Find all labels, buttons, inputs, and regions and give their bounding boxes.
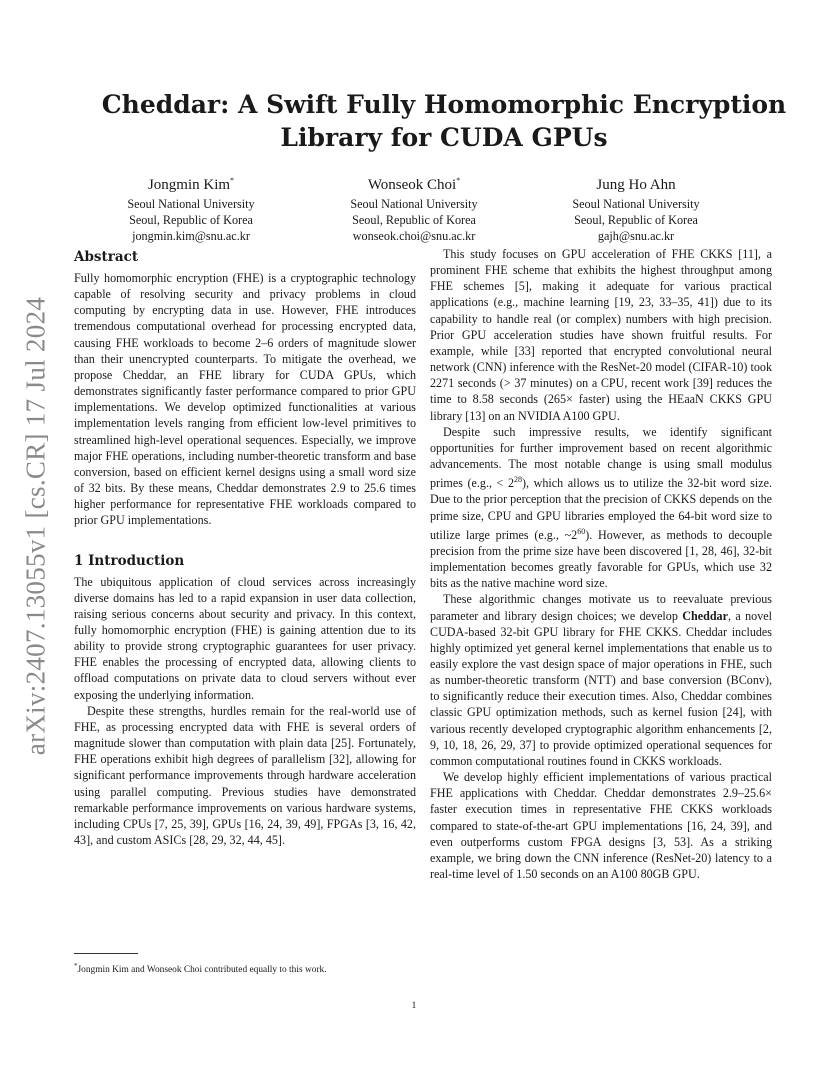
paper-title <box>60 88 828 154</box>
page-number: 1 <box>411 1000 417 1011</box>
author-name: Wonseok Choi* <box>367 176 461 193</box>
right-column <box>430 246 772 882</box>
abstract-text: Fully homomorphic encryption (FHE) is a cryptographic technology capable of resolving security and privacy problems in cloud computing by encrypting data in use. However, FHE introduces tremendous computational overhead for processing encrypted data, causing FHE workloads to become 2–6 orders of magnitude slower than their unencrypted counterparts. To mitigate the overhead, we propose Cheddar, an FHE library for CUDA GPUs, which demonstrates significantly faster performance compared to prior GPU implementations. We develop optimized functionalities at various implementation levels ranging from efficient low-level primitives to streamlined high-level operational sequences. Especially, we improve major FHE operations, including number-theoretic transform and base conversion, based on efficient kernel designs using a small word size of 32 bits. By these means, Cheddar demonstrates 2.9 to 25.6 times higher performance for representative FHE workloads compared to prior GPU implementations. <box>74 271 416 528</box>
footnote-divider <box>74 953 138 954</box>
intro-paragraph-1: The ubiquitous application of cloud services across increasingly diverse domains has led to a rapid expansion in user data collection, raising serious concerns about security and privacy. In this context, fully homomorphic encryption (FHE) is gaining attention due to its ability to provide strong cryptographic guarantees for user privacy. FHE enables the processing of encrypted data, allowing clients to offload computations on private data to cloud servers without ever exposing the underlying information. <box>74 574 416 702</box>
intro-paragraph-6: We develop highly efficient implementations of various practical FHE applications with Cheddar. Cheddar demonstrates 2.9–25.6× faster execution times in representative FHE CKKS workloads compared to state-of-the-art GPU implementations [16, 24, 39], and even outperforms custom FPGA designs [3, 53]. As a striking example, we bring down the CNN inference (ResNet-20) latency to a real-time level of 1.50 seconds on an A100 80GB GPU. <box>430 770 772 881</box>
left-column <box>74 246 416 848</box>
author-affiliation: Seoul National University <box>127 197 255 211</box>
intro-paragraph-5: These algorithmic changes motivate us to reevaluate previous parameter and library design choices; we develop Cheddar, a novel CUDA-based 32-bit GPU library for FHE CKKS. Cheddar includes highly optimized yet general kernel implementations that enable us to easily explore the vast design space of major operations in FHE, such as number-theoretic transform (NTT) and base conversion (BConv), to significantly reduce their execution times. Also, Cheddar combines classic GPU optimization methods, such as kernel fusion [24], with various recently developed cryptographic algorithm enhancements [2, 9, 10, 18, 26, 29, 37] to provide optimized operational sequences for common computational routines found in CKKS workloads. <box>430 592 772 768</box>
paper-title-line-1: Cheddar: A Swift Fully Homomorphic Encryption <box>101 90 787 119</box>
author-email: gajh@snu.ac.kr <box>597 229 675 243</box>
arxiv-stamp-text: arXiv:2407.13055v1 [cs.CR] 17 Jul 2024 <box>20 296 51 756</box>
intro-paragraph-2: Despite these strengths, hurdles remain for the real-world use of FHE, as processing encrypted data with FHE is several orders of magnitude slower than computation with plain data [25]. Fortunately, FHE operations exhibit high degrees of parallelism [32], allowing for significant performance improvements through hardware acceleration using parallel computing. Previous studies have demonstrated remarkable performance improvements on various hardware systems, including CPUs [7, 25, 39], GPUs [16, 24, 39, 49], FPGAs [3, 16, 42, 43], and custom ASICs [28, 29, 32, 44, 45]. <box>74 703 416 847</box>
arxiv-stamp <box>14 296 58 756</box>
paper-title-line-2: Library for CUDA GPUs <box>280 123 608 152</box>
author-1 <box>81 171 301 244</box>
intro-paragraph-3: This study focuses on GPU acceleration of FHE CKKS [11], a prominent FHE scheme that exhibits the highest throughput among FHE schemes [5], making it adequate for various practical applications (e.g., machine learning [19, 23, 33–35, 41]) due to its capability to handle real (or complex) numbers with high precision. Prior GPU acceleration studies have shown fruitful results. For example, while [33] reported that encrypted convolutional neural network (CNN) inference with the ResNet-20 model (CIFAR-10) took 2271 seconds (> 37 minutes) on a CPU, recent work [39] reduces the time to 8.58 seconds (265× faster) using the HEaaN CKKS GPU library [13] on an NVIDIA A100 GPU. <box>430 247 772 423</box>
intro-paragraph-4: Despite such impressive results, we identify significant opportunities for further improvement based on recent algorithmic advancements. The most notable change is using small modulus primes (e.g., < $2^{28}$), which allows us to utilize the 32-bit word size. Due to the prior perception that the precision of CKKS depends on the prime size, CPU and GPU libraries employed the 64-bit word size to utilize large primes (e.g., $\sim 2^{60}$). However, as methods to decouple precision from the prime size have been discovered [1, 28, 46], 32-bit implementation becomes greatly favorable for GPUs, which use 32 bits as the native machine word size. <box>430 424 772 591</box>
author-email: wonseok.choi@snu.ac.kr <box>352 229 476 243</box>
author-name: Jongmin Kim* <box>147 176 235 193</box>
cheddar-bold: Cheddar <box>682 608 728 623</box>
author-location: Seoul, Republic of Korea <box>352 213 476 227</box>
introduction-heading: 1 Introduction <box>74 552 185 569</box>
author-location: Seoul, Republic of Korea <box>129 213 253 227</box>
author-affiliation: Seoul National University <box>350 197 478 211</box>
author-location: Seoul, Republic of Korea <box>574 213 698 227</box>
author-2 <box>304 171 524 244</box>
footnote: *Jongmin Kim and Wonseok Choi contributed equally to this work. <box>74 962 327 976</box>
abstract-heading: Abstract <box>74 249 139 265</box>
author-3 <box>526 171 746 244</box>
author-email: jongmin.kim@snu.ac.kr <box>132 229 250 243</box>
author-affiliation: Seoul National University <box>572 197 700 211</box>
author-name: Jung Ho Ahn <box>596 177 676 193</box>
